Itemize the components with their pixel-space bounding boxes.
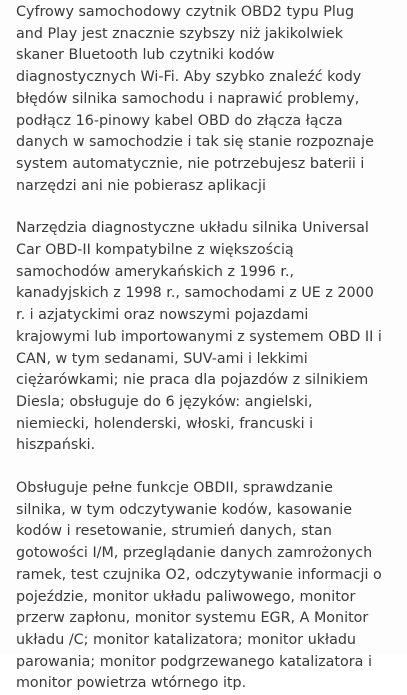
text-line: parowania; monitor podgrzewanego katalizatora i	[16, 653, 372, 670]
text-line: pojeździe, monitor układu paliwowego, monitor	[16, 588, 356, 605]
text-line: system automatycznie, nie potrzebujesz baterii i	[16, 155, 365, 172]
text-line: ciężarówkami; nie praca dla pojazdów z silnikiem	[16, 372, 369, 389]
text-line: przerw zapłonu, monitor systemu EGR, A Monitor	[16, 610, 369, 627]
text-line: Obsługuje pełne funkcje OBDII, sprawdzanie	[16, 480, 333, 497]
text-line: CAN, w tym sedanami, SUV-ami i lekkimi	[16, 350, 308, 367]
text-line: ramek, test czujnika O2, odczytywanie informacji o	[16, 566, 382, 583]
paragraph-spacer	[16, 197, 395, 218]
text-line: diagnostycznych Wi-Fi. Aby szybko znaleźć kody	[16, 69, 362, 86]
text-line: and Play jest znacznie szybszy niż jakikolwiek	[16, 25, 343, 42]
text-line: danych w samochodzie i tak się stanie rozpoznaje	[16, 134, 374, 151]
text-line: krajowymi lub importowanymi z systemem OBD II i	[16, 328, 382, 345]
text-line: samochodów amerykańskich z 1996 r.,	[16, 263, 295, 280]
paragraph-plug-and-play	[16, 2, 395, 197]
text-line: błędów silnika samochodu i naprawić problemy,	[16, 90, 360, 107]
paragraph-functions	[16, 478, 395, 695]
text-line: Car OBD-II kompatybilne z większością	[16, 242, 294, 259]
text-line: układu /C; monitor katalizatora; monitor układu	[16, 631, 356, 648]
text-line: skaner Bluetooth lub czytniki kodów	[16, 47, 275, 64]
text-line: Diesla; obsługuje do 6 języków: angielski,	[16, 393, 313, 410]
text-line: r. i azjatyckimi oraz nowszymi pojazdami	[16, 307, 309, 324]
text-line: Cyfrowy samochodowy czytnik OBD2 typu Plug	[16, 4, 355, 20]
text-line: narzędzi ani nie pobierasz aplikacji	[16, 177, 266, 194]
text-line: monitor powietrza wtórnego itp.	[16, 675, 247, 692]
text-line: kodów i resetowanie, strumień danych, stan	[16, 523, 332, 540]
text-line: Narzędzia diagnostyczne układu silnika Universal	[16, 220, 369, 237]
text-line: kanadyjskich z 1998 r., samochodami z UE z 2000	[16, 285, 374, 302]
text-line: silnika, w tym odczytywanie kodów, kasowanie	[16, 501, 353, 518]
paragraph-spacer	[16, 457, 395, 478]
text-line: hiszpański.	[16, 437, 96, 454]
text-line: gotowości I/M, przeglądanie danych zamrożonych	[16, 545, 373, 562]
text-line: podłącz 16-pinowy kabel OBD do złącza łącza	[16, 112, 343, 129]
text-line: niemiecki, holenderski, włoski, francuski i	[16, 415, 314, 432]
paragraph-compatibility	[16, 218, 395, 457]
